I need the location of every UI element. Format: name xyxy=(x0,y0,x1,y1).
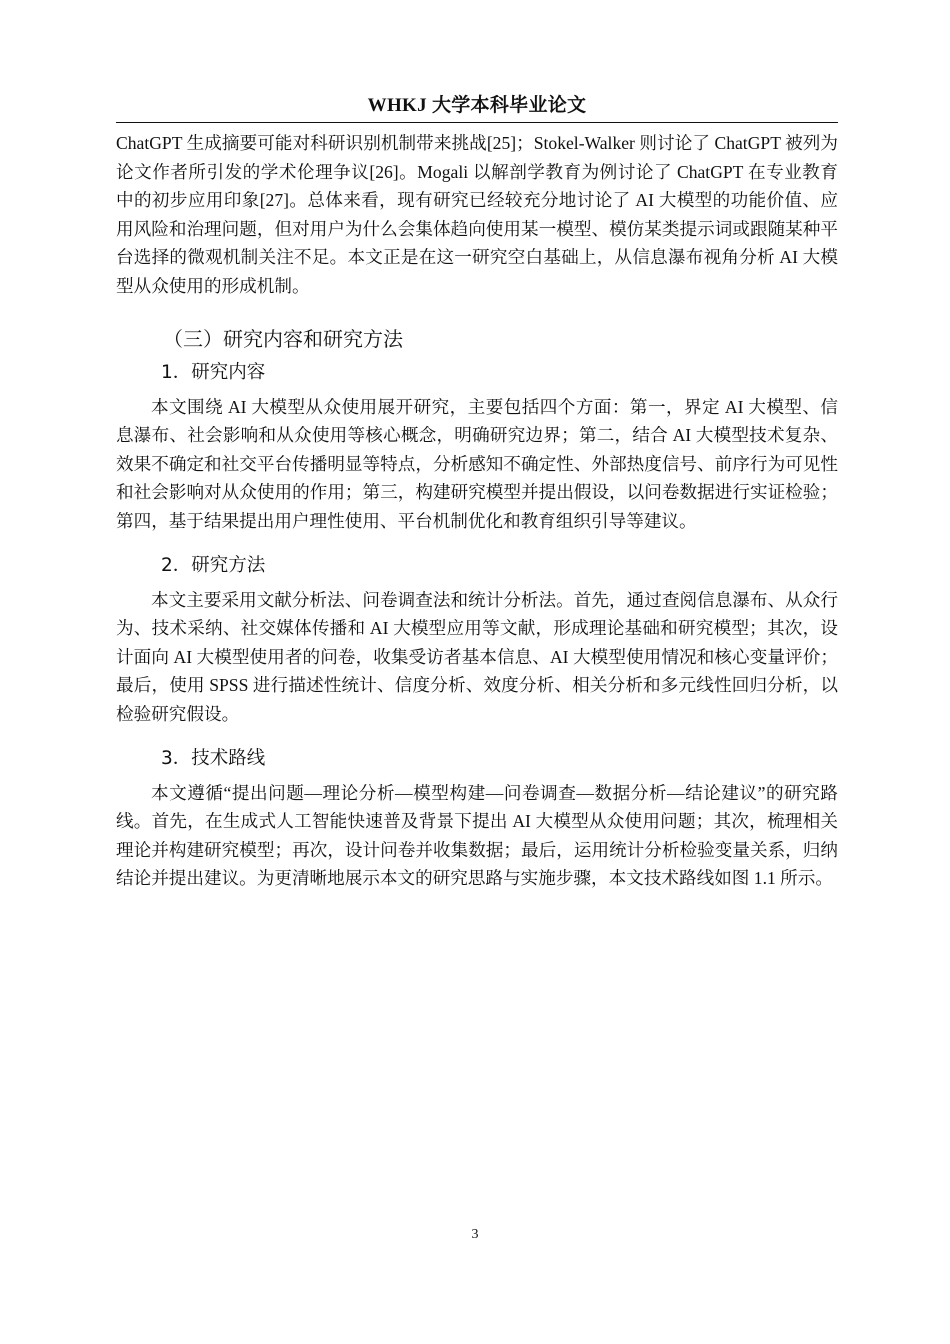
research-method-paragraph: 本文主要采用文献分析法、问卷调查法和统计分析法。首先，通过查阅信息瀑布、从众行为、技术采纳、社交媒体传播和 AI 大模型应用等文献，形成理论基础和研究模型；其次，设计面向 AI 大模型使用者的问卷，收集受访者基本信息、AI 大模型使用情况和核心变量评价；最后，使用 SPSS 进行描述性统计、信度分析、效度分析、相关分析和多元线性回归分析，以检验研究假设。 xyxy=(116,589,838,724)
header-title: WHKJ 大学本科毕业论文 xyxy=(367,95,587,116)
research-content-paragraph: 本文围绕 AI 大模型从众使用展开研究，主要包括四个方面：第一，界定 AI 大模型、信息瀑布、社会影响和从众使用等核心概念，明确研究边界；第二，结合 AI 大模型技术复杂、效果不确定和社交平台传播明显等特点，分析感知不确定性、外部热度信号、前序行为可见性和社会影响对从众使用的作用；第三，构建研究模型并提出假设，以问卷数据进行实证检验；第四，基于结果提出用户理性使用、平台机制优化和教育组织引导等建议。 xyxy=(116,396,838,531)
intro-paragraph: ChatGPT 生成摘要可能对科研识别机制带来挑战[25]；Stokel-Walker 则讨论了 ChatGPT 被列为论文作者所引发的学术伦理争议[26]。Mogali 以解剖学教育为例讨论了 ChatGPT 在专业教育中的初步应用印象[27]。总体来看，现有研究已经较充分地讨论了 AI 大模型的功能价值、应用风险和治理问题，但对用户为什么会集体趋向使用某一模型、模仿某类提示词或跟随某种平台选择的微观机制关注不足。本文正是在这一研究空白基础上，从信息瀑布视角分析 AI 大模型从众使用的形成机制。 xyxy=(116,133,838,296)
technical-route-paragraph: 本文遵循“提出问题—理论分析—模型构建—问卷调查—数据分析—结论建议”的研究路线。首先，在生成式人工智能快速普及背景下提出 AI 大模型从众使用问题；其次，梳理相关理论并构建研究模型；再次，设计问卷并收集数据；最后，运用统计分析检验变量关系，归纳结论并提出建议。为更清晰地展示本文的研究思路与实施步骤，本文技术路线如图 1.1 所示。 xyxy=(116,782,838,889)
subsection-title-research-method: 2．研究方法 xyxy=(161,554,266,576)
page-header xyxy=(116,92,838,123)
page-content xyxy=(116,129,838,893)
subsection-title-technical-route: 3．技术路线 xyxy=(161,747,266,769)
page-number: 3 xyxy=(471,1227,479,1242)
subsection-title-research-content: 1．研究内容 xyxy=(161,361,266,383)
section-title: （三）研究内容和研究方法 xyxy=(163,326,403,351)
